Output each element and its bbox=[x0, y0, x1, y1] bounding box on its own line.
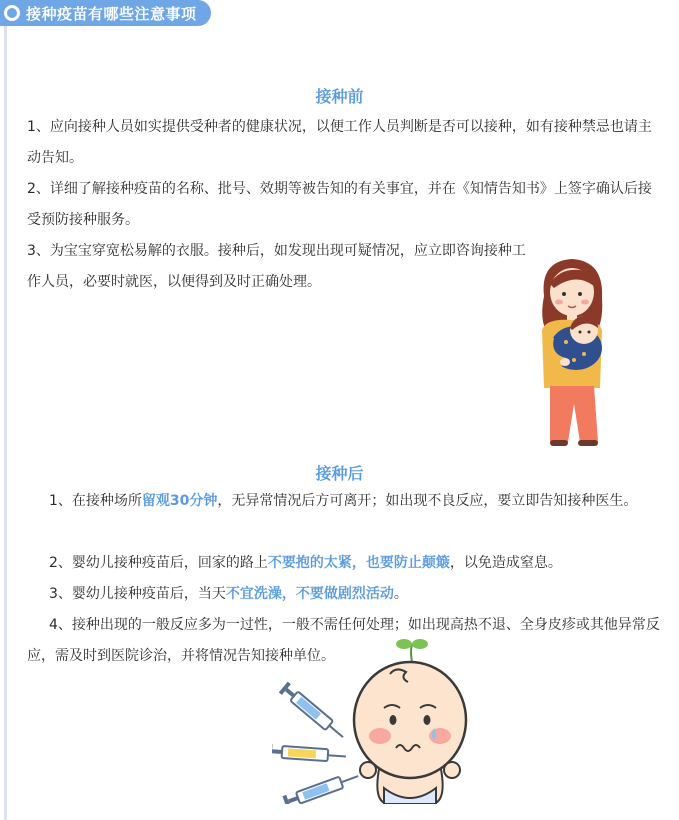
before-item-3: 3、为宝宝穿宽松易解的衣服。接种后，如发现出现可疑情况，应立即咨询接种工作人员，必要时就医，以便得到及时正确处理。 bbox=[27, 243, 526, 290]
before-item-1: 1、应向接种人员如实提供受种者的健康状况，以便工作人员判断是否可以接种，如有接种禁忌也请主动告知。 bbox=[27, 119, 652, 166]
before-section-title: 接种前 bbox=[315, 87, 364, 106]
after-item-3: 3、婴幼儿接种疫苗后，当天不宜洗澡，不要做剧烈活动。 bbox=[49, 586, 408, 602]
left-border-line bbox=[4, 10, 7, 820]
section-header-title: 接种疫苗有哪些注意事项 bbox=[26, 4, 197, 23]
section-header-tag bbox=[0, 0, 211, 26]
mother-baby-illustration bbox=[532, 256, 612, 450]
highlight-text: 不宜洗澡，不要做剧烈活动 bbox=[225, 586, 394, 602]
after-item-2: 2、婴幼儿接种疫苗后，回家的路上不要抱的太紧，也要防止颠簸，以免造成窒息。 bbox=[49, 555, 562, 571]
after-item-1: 1、在接种场所留观30分钟，无异常情况后方可离开；如出现不良反应，要立即告知接种医生。 bbox=[49, 493, 638, 509]
before-item-2: 2、详细了解接种疫苗的名称、批号、效期等被告知的有关事宜，并在《知情告知书》上签字确认后接受预防接种服务。 bbox=[27, 181, 652, 228]
circle-ring-icon bbox=[4, 5, 20, 21]
after-item-4: 4、接种出现的一般反应多为一过性，一般不需任何处理；如出现高热不退、全身皮疹或其他异常反应，需及时到医院诊治，并将情况告知接种单位。 bbox=[27, 617, 660, 664]
highlight-text: 留观30分钟 bbox=[141, 493, 218, 509]
baby-syringe-illustration bbox=[272, 638, 472, 804]
highlight-text: 不要抱的太紧，也要防止颠簸 bbox=[267, 555, 450, 571]
after-section-title: 接种后 bbox=[315, 464, 364, 483]
syringe-icon bbox=[272, 682, 361, 804]
